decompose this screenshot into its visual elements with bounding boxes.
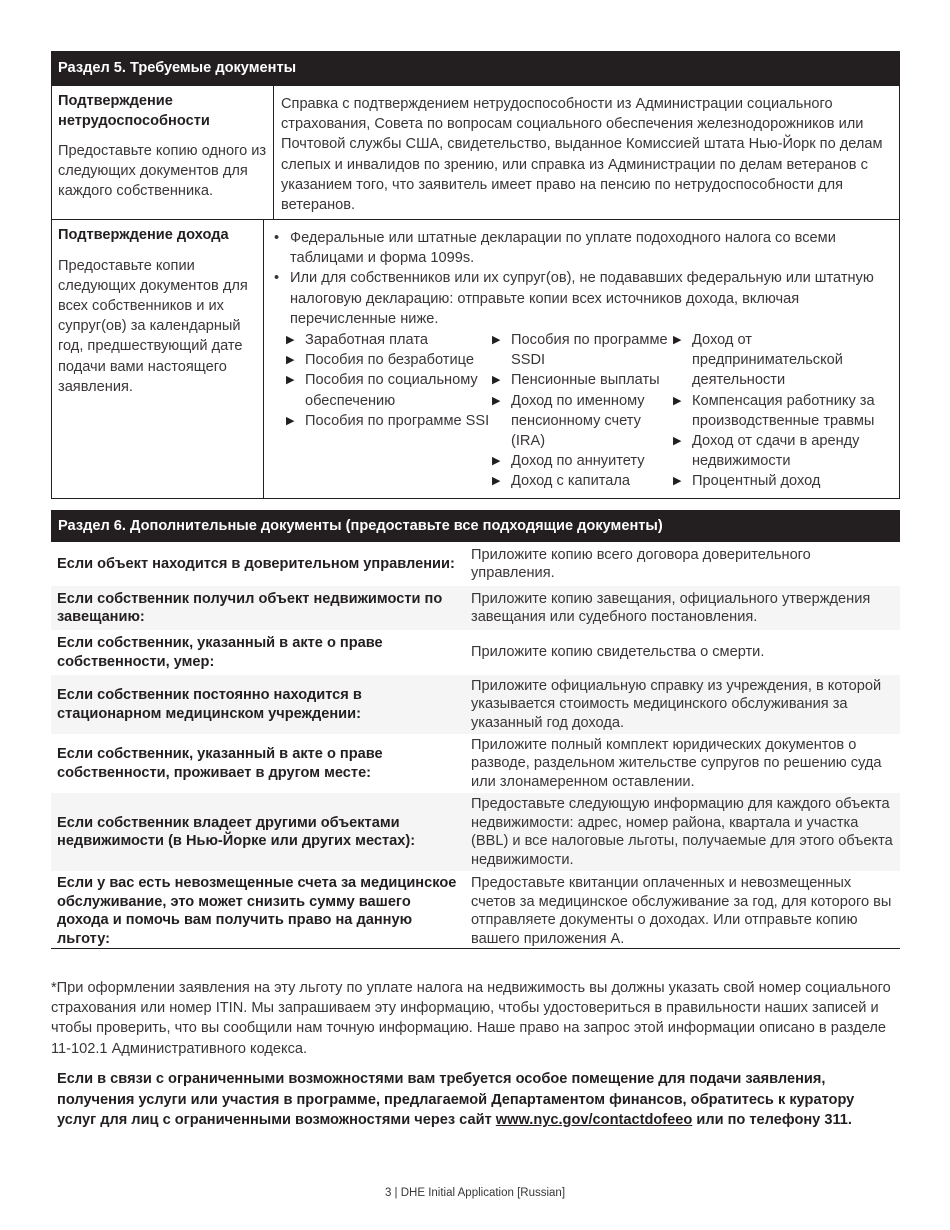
- row-condition: Если собственник постоянно находится в стационарном медицинском учреждении:: [57, 687, 362, 722]
- income-proof-bullets: [271, 228, 893, 329]
- income-source-item: ▶ Пособия по социальному обеспечению: [286, 370, 492, 410]
- footnote-text: *При оформлении заявления на эту льготу по уплате налога на недвижимость вы должны указать свой номер социального страхования или номер ITIN. Мы запрашиваем эту информацию, чтобы удостовериться в правильности наших записей и чтобы проверить, что вы сообщили нам точную информацию. Наше право на запрос этой информации описано в разделе 11-102.1 Административного кодекса.: [51, 980, 891, 1057]
- contact-link[interactable]: www.nyc.gov/contactdofeeo: [495, 1112, 693, 1129]
- disability-proof-row: [51, 86, 900, 219]
- accessibility-notice: [57, 1069, 897, 1131]
- section-5-table: [51, 51, 900, 499]
- row-document: Приложите копию завещания, официального утверждения завещания или судебного постановления.: [471, 590, 871, 625]
- income-source-item: ▶ Доход по аннуитету: [492, 451, 673, 471]
- notice-text: Если в связи с ограниченными возможностями вам требуется особое помещение для подачи заявления, получения услуги или участия в программе, предлагаемой Департаментом финансов, обратитесь к куратору услуг для лиц с ограниченными возможностями через сайт: [57, 1071, 855, 1129]
- row-document: Приложите копию всего договора доверительного управления.: [471, 546, 811, 581]
- ssn-footnote: [51, 978, 901, 1059]
- income-source-item: ▶ Доход от сдачи в аренду недвижимости: [673, 431, 893, 471]
- income-source-item: ▶ Пенсионные выплаты: [492, 370, 673, 390]
- disability-proof-title: Подтверждение нетрудоспособности: [58, 93, 210, 129]
- table-row: [51, 542, 900, 586]
- table-row: [51, 871, 900, 948]
- table-row: [51, 734, 900, 793]
- income-source-item: ▶ Пособия по программе SSDI: [492, 330, 673, 370]
- row-condition: Если собственник, указанный в акте о праве собственности, умер:: [57, 635, 383, 670]
- income-source-item: ▶ Доход с капитала: [492, 471, 673, 491]
- disability-proof-text: Справка с подтверждением нетрудоспособности из Администрации социального страхования, Совета по вопросам социального обеспечения железнодорожников или Почтовой службы США, свидетельство, выданное Комиссией штата Нью-Йорк по делам слепых и инвалидов по зрению, или справка из Администрации по делам ветеранов с указанием того, что заявитель имеет право на пенсию по нетрудоспособности для ветеранов.: [281, 96, 883, 214]
- income-proof-label-cell: [52, 220, 264, 498]
- row-document: Предоставьте следующую информацию для каждого объекта недвижимости: адрес, номер района, квартала и участка (BBL) и все налоговые льготы, получаемые для этого объекта недвижимости.: [471, 796, 893, 868]
- table-row: [51, 630, 900, 675]
- row-document: Приложите полный комплект юридических документов о разводе, раздельном жительстве супругов по решению суда или злонамеренном оставлении.: [471, 736, 882, 790]
- table-row: [51, 793, 900, 871]
- section-6-heading: Раздел 6. Дополнительные документы (предоставьте все подходящие документы): [51, 510, 900, 542]
- row-condition: Если собственник владеет другими объектами недвижимости (в Нью-Йорке или других местах):: [57, 814, 416, 849]
- list-item: • Или для собственников или их супруг(ов), не подававших федеральную или штатную налоговую декларацию: отправьте копии всех источников дохода, включая перечисленные ниже.: [271, 268, 893, 329]
- income-proof-row: [51, 219, 900, 498]
- row-condition: Если собственник получил объект недвижимости по завещанию:: [57, 590, 443, 625]
- income-source-item: ▶ Доход от предпринимательской деятельности: [673, 330, 893, 391]
- page-footer: 3 | DHE Initial Application [Russian]: [384, 1187, 566, 1199]
- row-document: Предоставьте квитанции оплаченных и невозмещенных счетов за медицинское обслуживание за год, для которого вы отправляете документы о доходах. Или отправьте копию вашего приложения A.: [471, 875, 892, 947]
- row-condition: Если объект находится в доверительном управлении:: [57, 555, 455, 572]
- income-proof-content: [264, 220, 899, 498]
- table-row: [51, 675, 900, 734]
- income-proof-title: Подтверждение дохода: [58, 227, 229, 243]
- section-6-table: [51, 510, 900, 949]
- section-6-rows: [51, 542, 900, 948]
- disability-proof-label-cell: [52, 86, 274, 219]
- disability-proof-instruction: Предоставьте копию одного из следующих документов для каждого собственника.: [58, 143, 267, 200]
- row-condition: Если собственник, указанный в акте о праве собственности, проживает в другом месте:: [57, 746, 383, 781]
- row-document: Приложите копию свидетельства о смерти.: [471, 644, 765, 661]
- row-document: Приложите официальную справку из учреждения, в которой указывается стоимость медицинского обслуживания за указанный год дохода.: [471, 677, 882, 731]
- table-row: [51, 586, 900, 630]
- notice-text-end: или по телефону 311.: [692, 1112, 852, 1129]
- section-5-heading: Раздел 5. Требуемые документы: [51, 51, 900, 86]
- income-source-item: ▶ Компенсация работнику за производственные травмы: [673, 391, 893, 431]
- income-source-item: ▶ Пособия по программе SSI: [286, 411, 492, 431]
- list-item: • Федеральные или штатные декларации по уплате подоходного налога со всеми таблицами и форма 1099s.: [271, 228, 893, 268]
- income-source-item: ▶ Процентный доход: [673, 471, 893, 491]
- income-source-item: ▶ Доход по именному пенсионному счету (IRA): [492, 391, 673, 452]
- income-source-item: ▶ Заработная плата: [286, 330, 492, 350]
- income-proof-instruction: Предоставьте копии следующих документов для всех собственников и их супруг(ов) за календарный год, предшествующий дате подачи вами настоящего заявления.: [58, 257, 248, 395]
- row-condition: Если у вас есть невозмещенные счета за медицинское обслуживание, это может снизить сумму вашего дохода и помочь вам получить право на данную льготу:: [57, 875, 457, 947]
- income-sources-list: [271, 330, 893, 492]
- income-source-item: ▶ Пособия по безработице: [286, 350, 492, 370]
